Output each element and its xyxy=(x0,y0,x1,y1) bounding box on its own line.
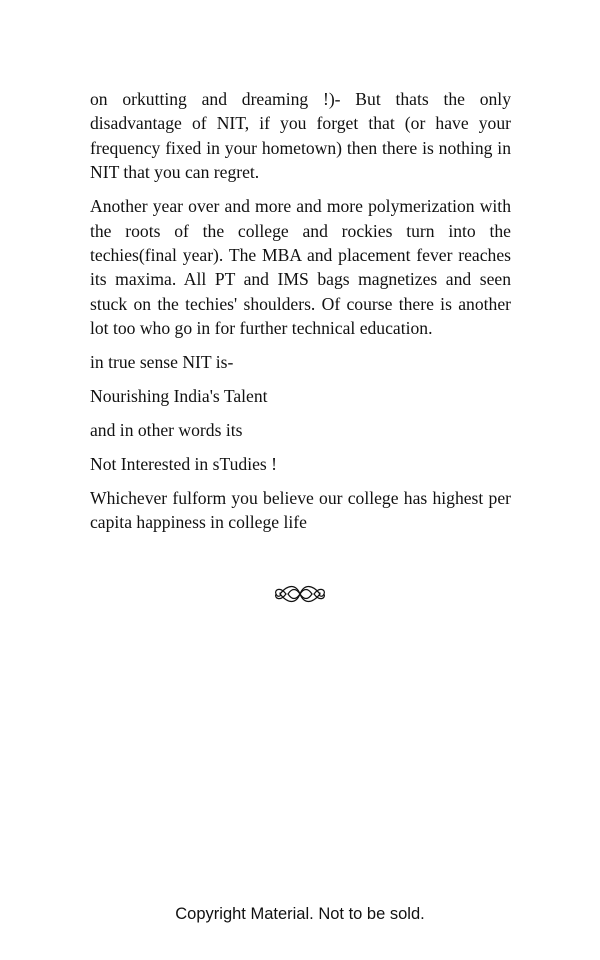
paragraph-nourishing-talent: Nourishing India's Talent xyxy=(90,385,268,406)
flourish-divider-icon xyxy=(272,582,328,606)
paragraph-final-year: Another year over and more and more polymerization with the roots of the college and rockies turn into the techies(final year). The MBA and placement fever reaches its maxima. All PT and IMS bags magnetizes and seen stuck on the techies' shoulders. Of course there is another lot too who go in for further technical education. xyxy=(90,196,511,339)
paragraph-not-interested: Not Interested in sTudies ! xyxy=(90,453,278,474)
paragraph-happiness: Whichever fulform you believe our college has highest per capita happiness in college life xyxy=(90,487,511,533)
copyright-footer: Copyright Material. Not to be sold. xyxy=(175,905,425,923)
paragraph-orkutting: on orkutting and dreaming !)- But thats the only disadvantage of NIT, if you forget that (or have your frequency fixed in your hometown) then there is nothing in NIT that you can regret. xyxy=(90,89,511,183)
page-body xyxy=(90,87,511,544)
paragraph-nit-is: in true sense NIT is- xyxy=(90,352,234,373)
paragraph-other-words: and in other words its xyxy=(90,419,243,440)
